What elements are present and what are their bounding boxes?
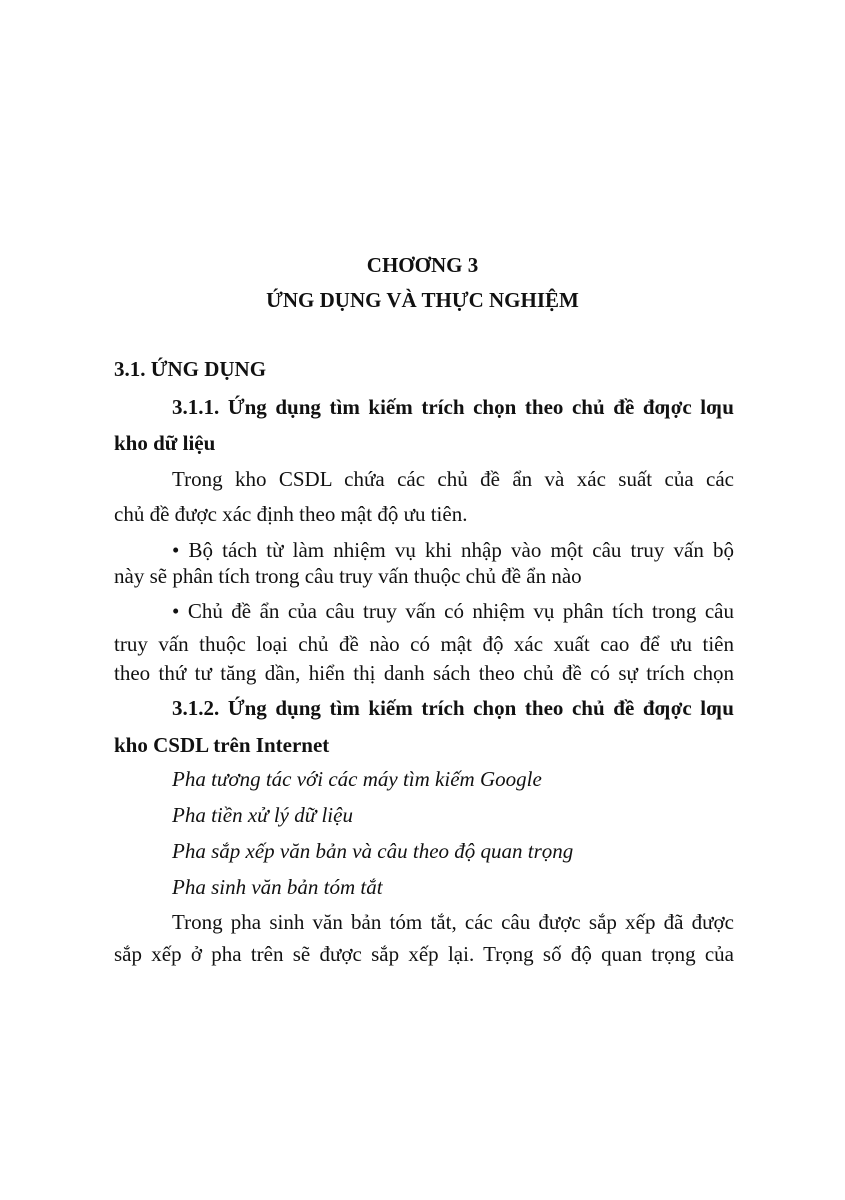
bullet2-line3: theo thứ tư tăng dần, hiển thị danh sách theo chủ đề có sự trích chọn bbox=[114, 661, 734, 685]
section-3-1-1-paragraph-line2: chủ đề được xác định theo mật độ ưu tiên. bbox=[114, 502, 468, 526]
phase-ranking: Pha sắp xếp văn bản và câu theo độ quan trọng bbox=[172, 839, 574, 863]
bullet2-line1: • Chủ đề ẩn của câu truy vấn có nhiệm vụ phân tích trong câu bbox=[172, 599, 734, 623]
section-3-1-1-heading-line2: kho dữ liệu bbox=[114, 431, 216, 455]
section-3-1-1-paragraph-line1: Trong kho CSDL chứa các chủ đề ẩn và xác suất của các bbox=[172, 467, 734, 491]
chapter-number: CHƠƠNG 3 bbox=[366, 253, 479, 277]
bullet2-line2: truy vấn thuộc loại chủ đề nào có mật độ xác xuất cao để ưu tiên bbox=[114, 632, 734, 656]
bullet1-line1: • Bộ tách từ làm nhiệm vụ khi nhập vào một câu truy vấn bộ bbox=[172, 538, 734, 562]
phase-preprocessing: Pha tiền xử lý dữ liệu bbox=[172, 803, 353, 827]
section-3-1-2-heading-line2: kho CSDL trên Internet bbox=[114, 733, 330, 757]
bullet1-line2: này sẽ phân tích trong câu truy vấn thuộc chủ đề ẩn nào bbox=[114, 564, 582, 588]
phase-interaction: Pha tương tác với các máy tìm kiếm Google bbox=[172, 767, 542, 791]
section-3-1-2-paragraph-line1: Trong pha sinh văn bản tóm tắt, các câu được sắp xếp đã được bbox=[172, 910, 734, 934]
chapter-title: ỨNG DỤNG VÀ THỰC NGHIỆM bbox=[266, 288, 579, 312]
section-3-1-2-heading-line1: 3.1.2. Ứng dụng tìm kiếm trích chọn theo chủ đề đƣợc lƣu bbox=[172, 696, 734, 720]
section-3-1-heading: 3.1. ỨNG DỤNG bbox=[114, 357, 267, 381]
section-3-1-1-heading-line1: 3.1.1. Ứng dụng tìm kiếm trích chọn theo chủ đề đƣợc lƣu bbox=[172, 395, 734, 419]
section-3-1-2-paragraph-line2: sắp xếp ở pha trên sẽ được sắp xếp lại. Trọng số độ quan trọng của bbox=[114, 942, 734, 966]
phase-summary-generation: Pha sinh văn bản tóm tắt bbox=[172, 875, 383, 899]
